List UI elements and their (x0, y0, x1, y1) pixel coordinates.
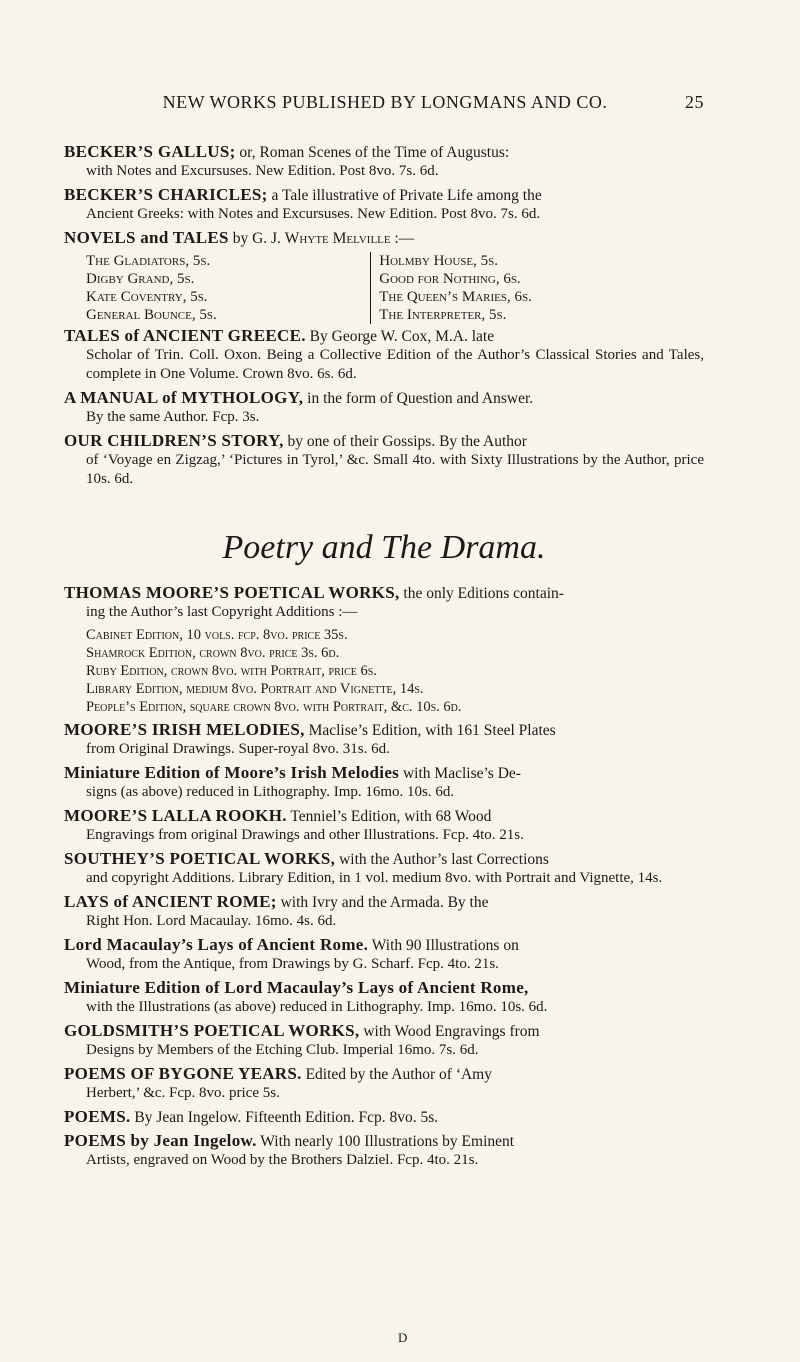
entry-description: with Notes and Excursuses. New Edition. Post 8vo. 7s. 6d. (86, 163, 439, 179)
book-entry (64, 806, 704, 845)
entry-description: signs (as above) reduced in Lithography. Imp. 16mo. 10s. 6d. (86, 784, 455, 800)
novel-title: General Bounce, 5s. (86, 307, 217, 323)
entry-heading: THOMAS MOORE’S POETICAL WORKS, (64, 583, 400, 602)
moore-editions-list (64, 626, 704, 716)
entry-text: by one of their Gossips. By the Author (283, 433, 527, 450)
book-entry (64, 1064, 704, 1103)
entry-heading: A MANUAL of MYTHOLOGY, (64, 388, 304, 407)
entry-description: Right Hon. Lord Macaulay. 16mo. 4s. 6d. (86, 913, 337, 929)
entry-text: the only Editions contain- (399, 585, 564, 602)
novel-title: Good for Nothing, 6s. (379, 271, 521, 287)
entry-heading: SOUTHEY’S POETICAL WORKS, (64, 849, 336, 868)
running-head-title: NEW WORKS PUBLISHED BY LONGMANS AND CO. (162, 92, 608, 112)
entry-text: with Ivry and the Armada. By the (276, 894, 489, 911)
novels-left-column (86, 252, 370, 324)
bottom-entries (64, 720, 704, 1170)
entry-description: By the same Author. Fcp. 3s. (86, 409, 260, 425)
entry-description: from Original Drawings. Super-royal 8vo. 31s. 6d. (86, 741, 390, 757)
entry-text: a Tale illustrative of Private Life among the (267, 187, 542, 204)
entry-description: Artists, engraved on Wood by the Brothers Dalziel. Fcp. 4to. 21s. (86, 1152, 479, 1168)
entry-description: Herbert,’ &c. Fcp. 8vo. price 5s. (86, 1085, 280, 1101)
entry-text: With nearly 100 Illustrations by Eminent (256, 1133, 515, 1150)
entry-heading: Lord Macaulay’s Lays of Ancient Rome. (64, 935, 369, 954)
entry-description: Ancient Greeks: with Notes and Excursuses. New Edition. Post 8vo. 7s. 6d. (86, 206, 541, 222)
page-content (64, 142, 704, 1174)
entry-text: Maclise’s Edition, with 161 Steel Plates (304, 722, 556, 739)
book-entry (64, 763, 704, 802)
entry-heading: GOLDSMITH’S POETICAL WORKS, (64, 1021, 360, 1040)
entry-text: By Jean Ingelow. Fifteenth Edition. Fcp. 8vo. 5s. (130, 1109, 439, 1126)
edition-item: Ruby Edition, crown 8vo. with Portrait, price 6s. (86, 663, 377, 679)
mid-entries (64, 326, 704, 489)
entry-heading: POEMS. (64, 1107, 131, 1126)
entry-heading: TALES of ANCIENT GREECE. (64, 326, 306, 345)
entry-heading: BECKER’S GALLUS; (64, 142, 236, 161)
entry-heading: OUR CHILDREN’S STORY, (64, 431, 284, 450)
book-entry (64, 185, 704, 224)
edition-item: Cabinet Edition, 10 vols. fcp. 8vo. price 35s. (86, 627, 348, 643)
entry-text: in the form of Question and Answer. (303, 390, 534, 407)
novels-right-column (370, 252, 663, 324)
book-entry (64, 1021, 704, 1060)
entry-description: with the Illustrations (as above) reduced in Lithography. Imp. 16mo. 10s. 6d. (86, 999, 548, 1015)
edition-item: People’s Edition, square crown 8vo. with Portrait, &c. 10s. 6d. (86, 699, 462, 715)
book-entry (64, 326, 704, 384)
entry-text: By George W. Cox, M.A. late (305, 328, 495, 345)
moore-entry (64, 583, 704, 622)
book-entry (64, 892, 704, 931)
book-entry (64, 388, 704, 427)
entry-description: Designs by Members of the Etching Club. Imperial 16mo. 7s. 6d. (86, 1042, 479, 1058)
entry-heading: MOORE’S LALLA ROOKH. (64, 806, 287, 825)
book-entry (64, 142, 704, 181)
novel-title: The Gladiators, 5s. (86, 253, 211, 269)
book-entry (64, 849, 704, 888)
entry-description: and copyright Additions. Library Edition, in 1 vol. medium 8vo. with Portrait and Vignette, 14s. (86, 870, 663, 886)
entry-tail: :— (390, 230, 415, 247)
book-entry (64, 720, 704, 759)
running-head (66, 92, 704, 113)
top-entries (64, 142, 704, 224)
edition-item: Shamrock Edition, crown 8vo. price 3s. 6d. (86, 645, 340, 661)
entry-heading: Miniature Edition of Lord Macaulay’s Lays of Ancient Rome, (64, 978, 529, 997)
signature-mark: D (398, 1330, 408, 1345)
entry-text: with Wood Engravings from (359, 1023, 540, 1040)
novel-title: The Queen’s Maries, 6s. (379, 289, 532, 305)
entry-description: Scholar of Trin. Coll. Oxon. Being a Collective Edition of the Author’s Classical Stories and Tales, complete in One Volume. Crown 8vo. 6s. 6d. (86, 347, 704, 382)
entry-heading: BECKER’S CHARICLES; (64, 185, 268, 204)
entry-description: Wood, from the Antique, from Drawings by G. Scharf. Fcp. 4to. 21s. (86, 956, 499, 972)
book-entry (64, 1131, 704, 1170)
section-title: Poetry and The Drama. (222, 529, 546, 566)
novel-title: The Interpreter, 5s. (379, 307, 507, 323)
entry-heading: POEMS OF BYGONE YEARS. (64, 1064, 302, 1083)
page-number: 25 (685, 92, 704, 112)
entry-description: ing the Author’s last Copyright Additions :— (86, 604, 358, 620)
book-entry (64, 431, 704, 489)
entry-text: Tenniel’s Edition, with 68 Wood (286, 808, 492, 825)
entry-text: With 90 Illustrations on (368, 937, 519, 954)
book-entry (64, 1107, 704, 1127)
novel-title: Holmby House, 5s. (379, 253, 498, 269)
entry-heading: LAYS of ANCIENT ROME; (64, 892, 277, 911)
book-entry (64, 978, 704, 1017)
entry-text: or, Roman Scenes of the Time of Augustus: (235, 144, 510, 161)
entry-author: Whyte Melville (284, 230, 391, 247)
entry-heading: Miniature Edition of Moore’s Irish Melodies (64, 763, 400, 782)
edition-item: Library Edition, medium 8vo. Portrait and Vignette, 14s. (86, 681, 424, 697)
novel-title: Kate Coventry, 5s. (86, 289, 208, 305)
novel-title: Digby Grand, 5s. (86, 271, 195, 287)
entry-text: by G. J. (228, 230, 285, 247)
novels-columns (64, 252, 704, 324)
entry-text: with the Author’s last Corrections (335, 851, 549, 868)
novels-entry (64, 228, 704, 248)
entry-description: of ‘Voyage en Zigzag,’ ‘Pictures in Tyrol,’ &c. Small 4to. with Sixty Illustrations by the Author, price 10s. 6d. (86, 452, 704, 487)
entry-text: with Maclise’s De- (399, 765, 521, 782)
entry-text: Edited by the Author of ‘Amy (301, 1066, 492, 1083)
entry-heading: NOVELS and TALES (64, 228, 229, 247)
entry-description: Engravings from original Drawings and other Illustrations. Fcp. 4to. 21s. (86, 827, 524, 843)
book-entry (64, 935, 704, 974)
entry-heading: MOORE’S IRISH MELODIES, (64, 720, 305, 739)
entry-heading: POEMS by Jean Ingelow. (64, 1131, 257, 1150)
